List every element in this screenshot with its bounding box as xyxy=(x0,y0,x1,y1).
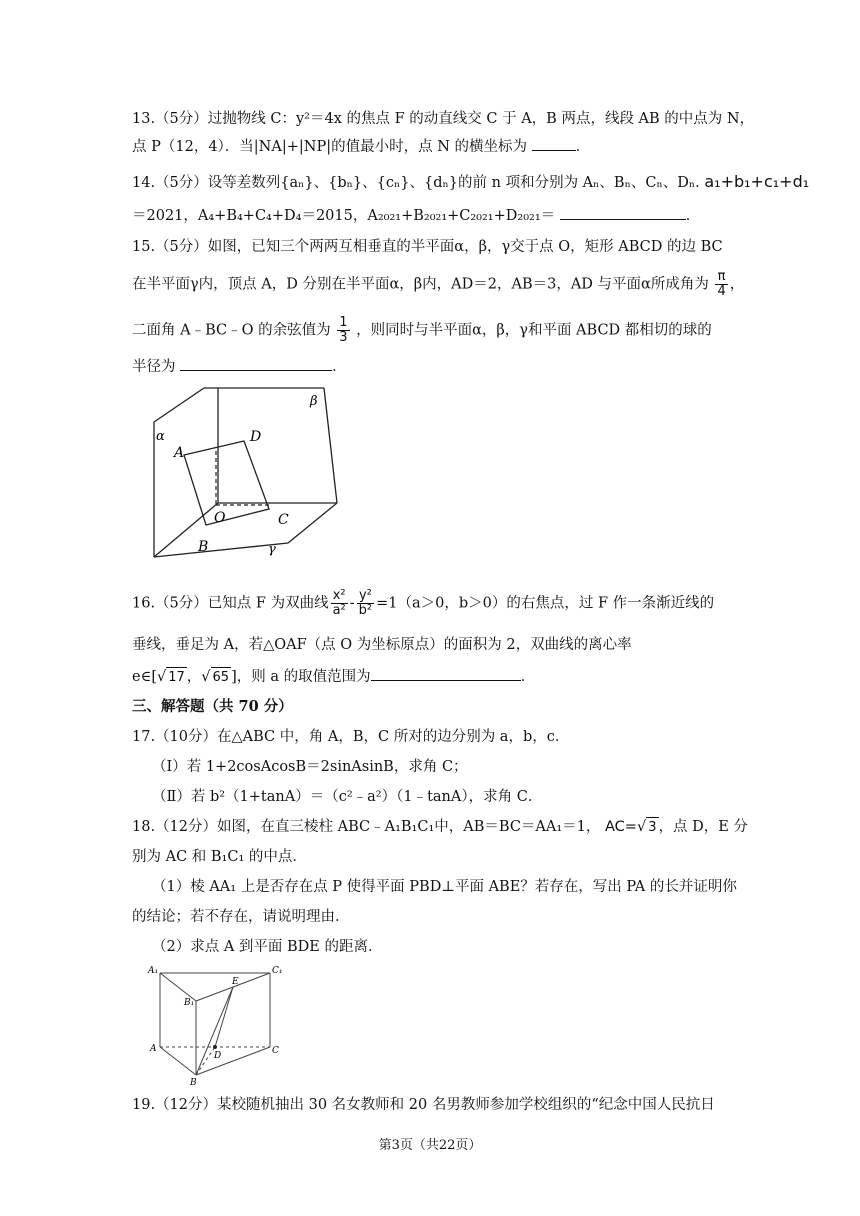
gamma-edge-right xyxy=(288,503,337,543)
q16-x-den: a² xyxy=(332,603,346,618)
q14-line2 xyxy=(132,205,700,226)
q14-line1 xyxy=(132,172,809,193)
section-heading: 三、解答题（共 70 分） xyxy=(132,698,293,715)
q14-formula: a₁+b₁+c₁+d₁ xyxy=(704,172,810,191)
q13-answer-blank xyxy=(532,136,576,151)
q16-line2: 垂线，垂足为 A，若△OAF（点 O 为坐标原点）的面积为 2，双曲线的离心率 xyxy=(132,637,632,653)
fig15-label-beta: β xyxy=(310,394,318,409)
q16-sqrt17: 17 xyxy=(166,667,187,688)
fig15-label-b: B xyxy=(198,539,209,555)
q15-answer-blank xyxy=(180,356,332,371)
q15-cos-fraction xyxy=(337,316,349,345)
q15-line3b: ，则同时与半平面α，β，γ和平面 ABCD 都相切的球的 xyxy=(356,322,712,339)
q16-minus: - xyxy=(349,595,355,612)
q17-part1: （Ⅰ）若 1+2cosAcosB＝2sinAsinB，求角 C； xyxy=(152,759,468,775)
q15-line4-text: 半径为 xyxy=(132,359,176,375)
q15-line3a: 二面角 A﹣BC﹣O 的余弦值为 xyxy=(132,322,331,339)
fig15-label-gamma: γ xyxy=(268,542,276,557)
q15-line2-text: 在半平面γ内，顶点 A，D 分别在半平面α，β内，AD＝2，AB＝3，AD 与平面α所成角为 xyxy=(132,276,709,293)
edge-o-alpha xyxy=(154,503,218,557)
q13-line1: 13.（5分）过抛物线 C：y²＝4x 的焦点 F 的动直线交 C 于 A，B 两点，线段 AB 的中点为 N， xyxy=(132,111,755,127)
beta-edge-right xyxy=(324,388,337,503)
fig18-label-e: E xyxy=(232,977,239,987)
q18-ac: AC= xyxy=(605,819,637,835)
q16-line3a: e∈[ xyxy=(132,669,157,685)
q18-part1a: （1）棱 AA₁ 上是否存在点 P 使得平面 PBD⊥平面 ABE？若存在，写出 PA 的长并证明你 xyxy=(152,879,737,895)
q14-period: ． xyxy=(685,208,701,224)
q16-answer-blank xyxy=(371,666,521,681)
q15-line3 xyxy=(132,316,712,345)
q14-answer-blank xyxy=(560,205,686,220)
q15-angle-fraction xyxy=(715,270,727,299)
segment-be xyxy=(196,987,233,1075)
q17-part2: （Ⅱ）若 b²（1+tanA）＝（c²﹣a²）（1﹣tanA），求角 C． xyxy=(152,789,543,805)
fig18-label-b: B xyxy=(190,1078,197,1088)
q15-angle-den: 4 xyxy=(717,284,726,299)
q15-line2-end: ， xyxy=(729,276,745,293)
bottom-ab xyxy=(160,1047,196,1075)
q16-comma: ， xyxy=(186,669,202,685)
q13-period: ． xyxy=(575,139,591,155)
q18-part2: （2）求点 A 到平面 BDE 的距离． xyxy=(152,939,383,955)
q16-y-num: y² xyxy=(357,589,374,604)
segment-de xyxy=(215,987,233,1047)
page-footer: 第3页（共22页） xyxy=(378,1138,482,1153)
q19-line1: 19.（12分）某校随机抽出 30 名女教师和 20 名男教师参加学校组织的“纪念中国人民抗日 xyxy=(132,1097,715,1113)
q18-line2: 别为 AC 和 B₁C₁ 的中点． xyxy=(132,849,307,865)
q16-sqrt65: 65 xyxy=(211,667,232,688)
q16-y-den: b² xyxy=(358,603,373,618)
q16-x-num: x² xyxy=(331,589,348,604)
q13-line2-text: 点 P（12，4）．当|NA|+|NP|的值最小时，点 N 的横坐标为 xyxy=(132,139,527,155)
q15-angle-num: π xyxy=(715,270,727,285)
q16-line1 xyxy=(132,589,714,618)
q16-x-fraction xyxy=(331,589,348,618)
q16-line1b: =1（a＞0，b＞0）的右焦点，过 F 作一条渐近线的 xyxy=(376,595,715,612)
fig18-label-b1: B₁ xyxy=(184,998,195,1008)
alpha-edge-top xyxy=(154,388,204,422)
q15-figure xyxy=(140,385,350,565)
q18-line1a: 18.（12分）如图，在直三棱柱 ABC﹣A₁B₁C₁中，AB＝BC＝AA₁＝1， xyxy=(132,819,601,835)
point-d xyxy=(213,1045,217,1049)
fig18-label-d: D xyxy=(214,1051,222,1061)
q18-figure xyxy=(144,963,294,1088)
q16-y-fraction xyxy=(357,589,374,618)
fig18-label-c: C xyxy=(272,1046,279,1056)
q15-line2 xyxy=(132,270,744,299)
q16-period: ． xyxy=(520,669,536,685)
top-a1b1 xyxy=(160,973,196,1001)
q14-line1-text: 14.（5分）设等差数列{aₙ}、{bₙ}、{cₙ}、{dₙ}的前 n 项和分别为 Aₙ、Bₙ、Cₙ、Dₙ. xyxy=(132,175,700,191)
q17-line1: 17.（10分）在△ABC 中，角 A，B，C 所对的边分别为 a，b，c． xyxy=(132,729,570,745)
q18-line1b: ，点 D，E 分 xyxy=(658,819,748,835)
q16-line1a: 16.（5分）已知点 F 为双曲线 xyxy=(132,595,329,612)
fig15-label-a: A xyxy=(174,445,185,461)
fig18-label-c1: C₁ xyxy=(272,966,283,976)
q18-sqrt3: 3 xyxy=(646,817,658,838)
q18-line1: 18.（12分）如图，在直三棱柱 ABC﹣A₁B₁C₁中，AB＝BC＝AA₁＝1， AC=√ 3 ，点 D，E 分 xyxy=(132,817,748,838)
q14-line2-text: ＝2021，A₄+B₄+C₄+D₄＝2015，A₂₀₂₁+B₂₀₂₁+C₂₀₂₁+D₂₀₂₁＝ xyxy=(132,208,556,224)
q15-cos-den: 3 xyxy=(339,330,348,345)
fig15-label-o: O xyxy=(214,510,226,526)
rectangle-abcd xyxy=(184,441,269,525)
q15-line1: 15.（5分）如图，已知三个两两互相垂直的半平面α，β，γ交于点 O，矩形 ABCD 的边 BC xyxy=(132,239,723,255)
fig15-label-c: C xyxy=(278,512,289,528)
q13-line2 xyxy=(132,136,590,157)
fig18-label-a: A xyxy=(150,1044,157,1054)
bottom-bc xyxy=(196,1047,270,1075)
fig15-label-alpha: α xyxy=(156,429,165,444)
q15-line4 xyxy=(132,356,347,377)
q15-cos-num: 1 xyxy=(339,315,348,330)
fig18-label-a1: A₁ xyxy=(148,966,159,976)
q16-line3b: ]，则 a 的取值范围为 xyxy=(231,669,371,685)
q18-part1b: 的结论；若不存在，请说明理由． xyxy=(132,909,350,925)
fig15-label-d: D xyxy=(250,429,262,445)
q16-line3: e∈[√ 17 ，√ 65 ]，则 a 的取值范围为 ． xyxy=(132,666,535,688)
q15-period: ． xyxy=(332,359,347,375)
